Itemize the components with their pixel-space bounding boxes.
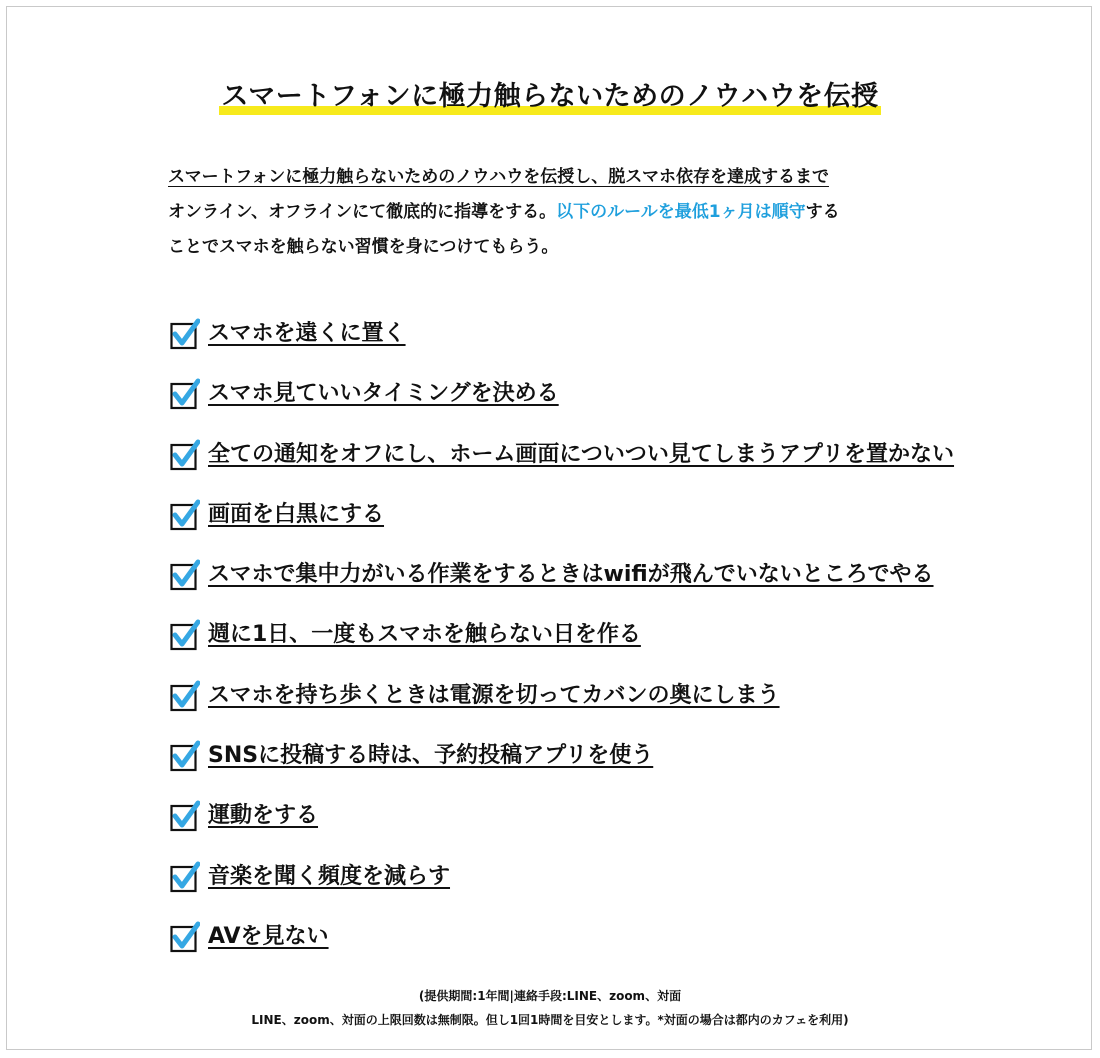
rule-item — [170, 439, 954, 499]
rule-item — [170, 318, 954, 378]
rule-item — [170, 378, 954, 438]
title-area — [0, 74, 1100, 115]
checkbox-check-icon — [170, 559, 200, 591]
checkbox-check-icon — [170, 861, 200, 893]
intro-highlight-text: 以下のルールを最低1ヶ月は順守 — [556, 202, 806, 222]
intro-line-1: スマートフォンに極力触らないためのノウハウを伝授し、脱スマホ依存を達成するまで — [168, 167, 829, 187]
page-title: スマートフォンに極力触らないためのノウハウを伝授 — [219, 74, 880, 115]
rule-text: 全ての通知をオフにし、ホーム画面についつい見てしまうアプリを置かない — [208, 441, 955, 467]
intro-line-2-end: する — [805, 202, 840, 222]
footer-line-1: (提供期間:1年間|連絡手段:LINE、zoom、対面 — [418, 989, 682, 1003]
rule-item — [170, 800, 954, 860]
checkbox-check-icon — [170, 740, 200, 772]
rule-item — [170, 499, 954, 559]
rule-text: SNSに投稿する時は、予約投稿アプリを使う — [208, 743, 654, 769]
rule-text: 運動をする — [208, 803, 319, 829]
intro-paragraph — [168, 160, 968, 265]
rule-text: AVを見ない — [208, 923, 329, 949]
intro-line-2 — [168, 195, 968, 230]
rule-text: スマホを持ち歩くときは電源を切ってカバンの奥にしまう — [208, 682, 780, 708]
footer-note — [0, 984, 1100, 1032]
checkbox-check-icon — [170, 800, 200, 832]
rules-list — [170, 318, 954, 981]
checkbox-check-icon — [170, 680, 200, 712]
rule-text: スマホ見ていいタイミングを決める — [208, 381, 559, 407]
rule-text: 画面を白黒にする — [208, 501, 385, 527]
intro-line-3: ことでスマホを触らない習慣を身につけてもらう。 — [168, 237, 559, 257]
intro-line-2-text: オンライン、オフラインにて徹底的に指導をする。 — [168, 202, 557, 222]
rule-text: スマホを遠くに置く — [208, 321, 406, 346]
checkbox-check-icon — [170, 619, 200, 651]
rule-item — [170, 559, 954, 619]
rule-text: スマホで集中力がいる作業をするときはwifiが飛んでいないところでやる — [208, 562, 934, 588]
rule-item — [170, 680, 954, 740]
rule-text: 週に1日、一度もスマホを触らない日を作る — [208, 622, 641, 648]
rule-item — [170, 740, 954, 800]
rule-item — [170, 619, 954, 679]
checkbox-check-icon — [170, 318, 200, 350]
rule-item — [170, 921, 954, 981]
rule-item — [170, 861, 954, 921]
checkbox-check-icon — [170, 921, 200, 953]
footer-line-2: LINE、zoom、対面の上限回数は無制限。但し1回1時間を目安とします。*対面の場合は都内のカフェを利用) — [251, 1013, 849, 1027]
checkbox-check-icon — [170, 378, 200, 410]
checkbox-check-icon — [170, 439, 200, 471]
checkbox-check-icon — [170, 499, 200, 531]
rule-text: 音楽を聞く頻度を減らす — [208, 863, 451, 889]
